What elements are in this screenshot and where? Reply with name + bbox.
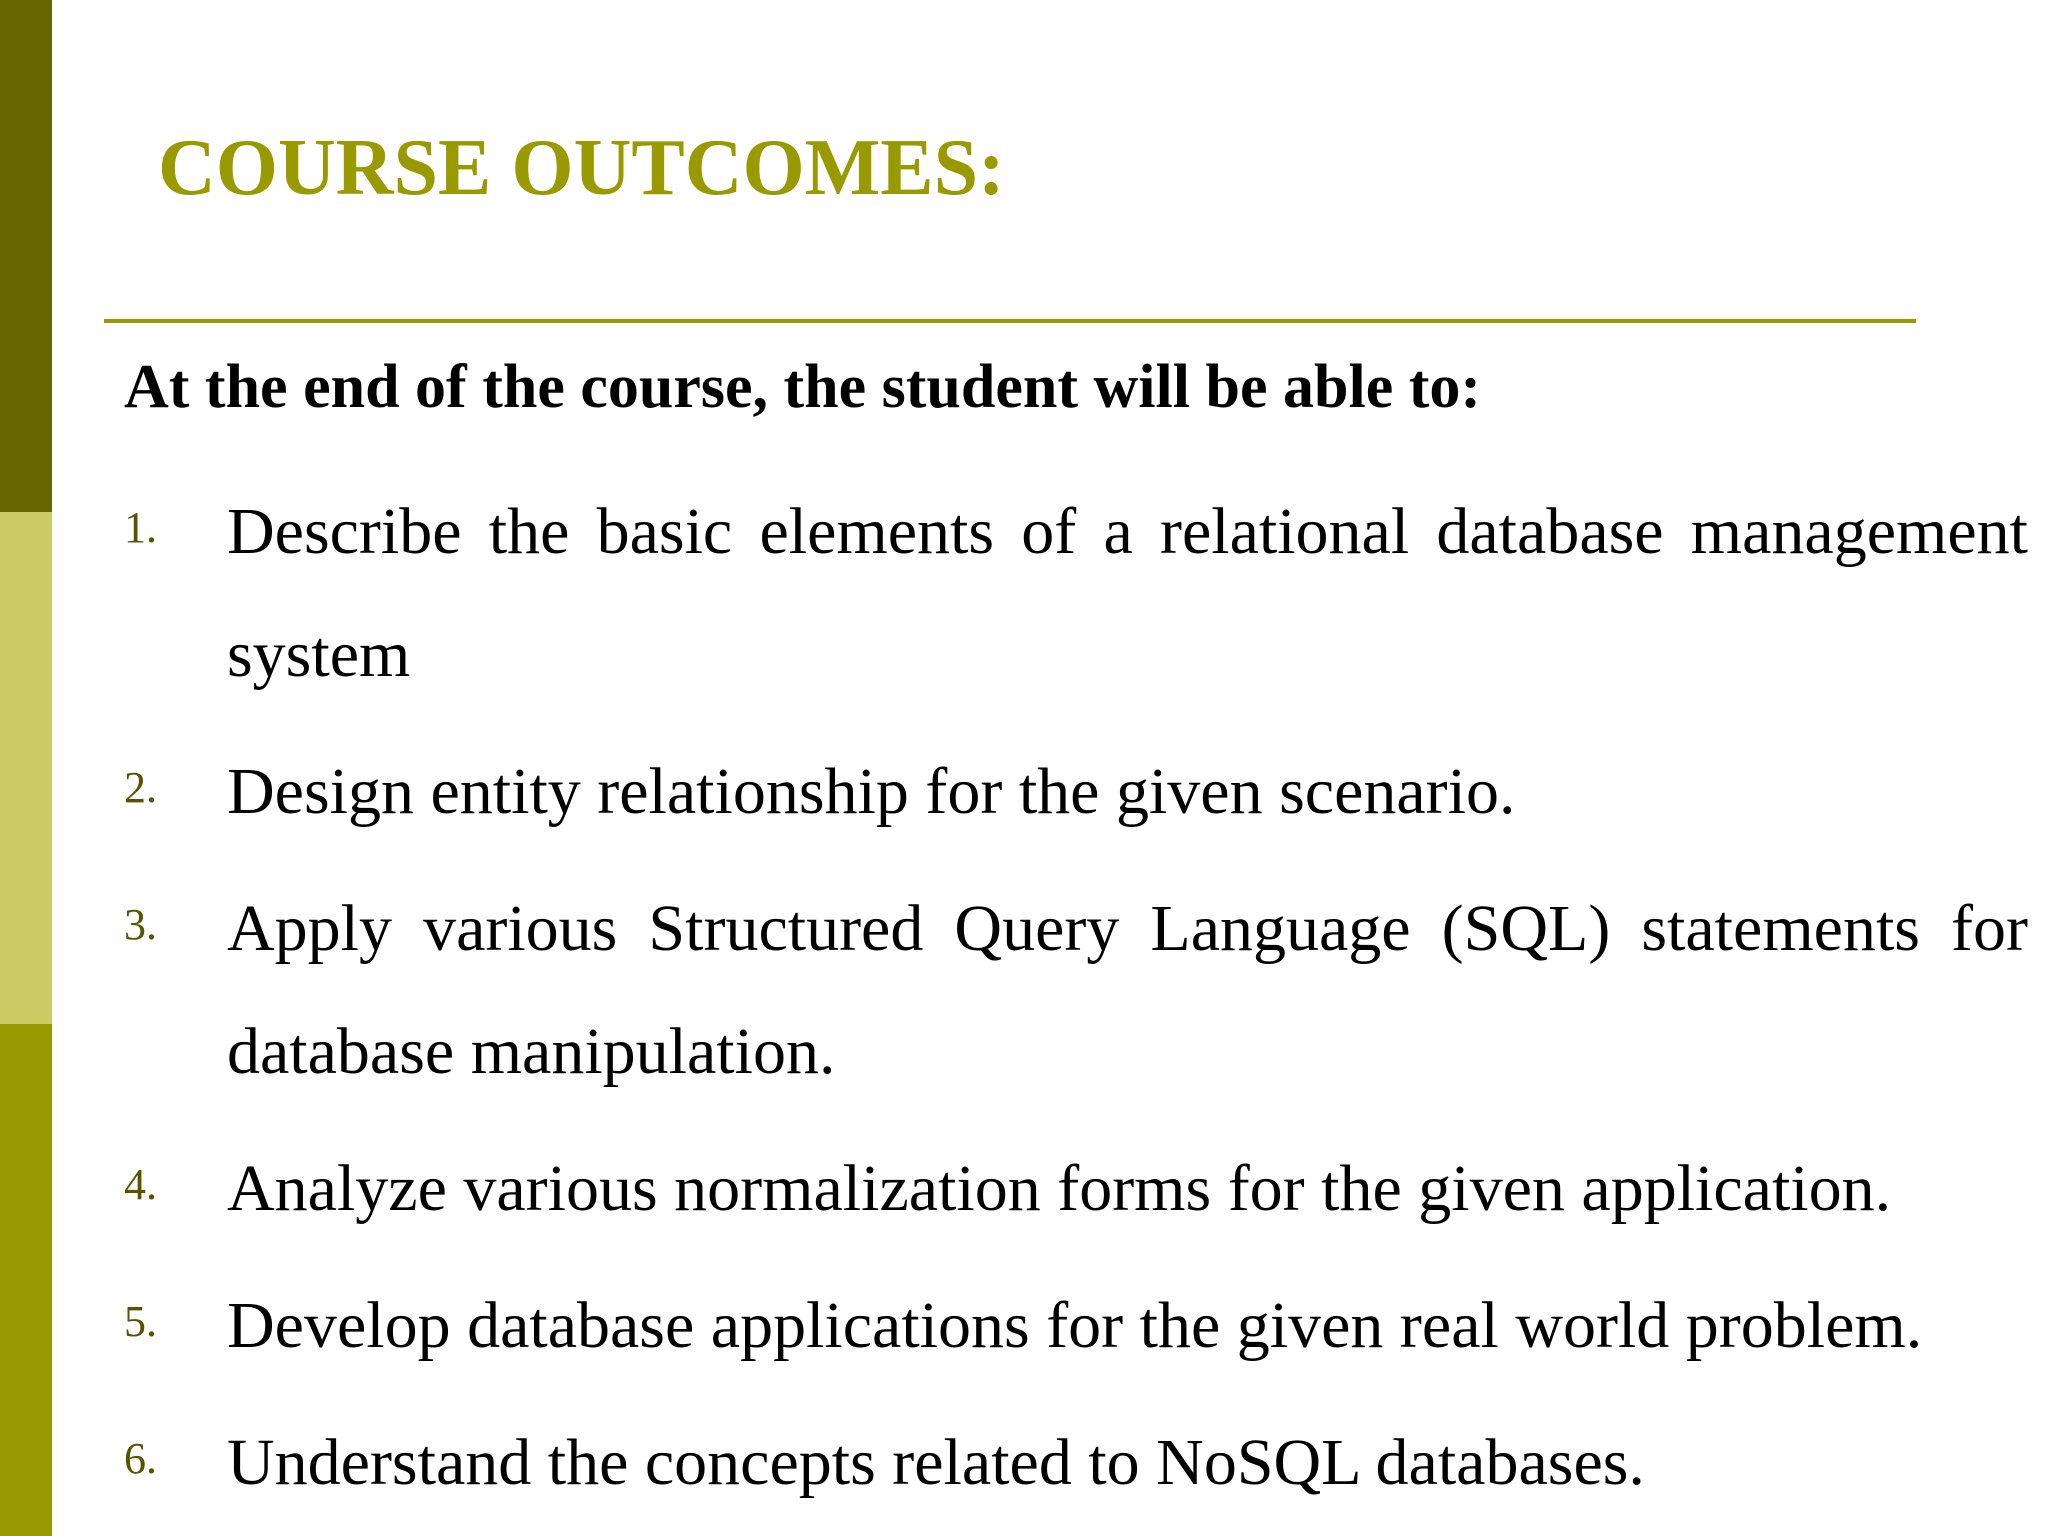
- outcome-text: Understand the concepts related to NoSQL databases.: [227, 1426, 1645, 1499]
- outcome-text: Develop database applications for the given real world problem.: [227, 1289, 1923, 1362]
- sidebar-band-dark: [0, 0, 52, 512]
- outcome-number: 6.: [124, 1434, 157, 1483]
- outcome-number: 2.: [124, 763, 157, 812]
- outcome-number: 1.: [124, 503, 157, 552]
- outcome-number: 3.: [124, 900, 157, 949]
- outcome-text: Apply various Structured Query Language (SQL) statements for database manipulation.: [227, 892, 2028, 1088]
- outcome-item: [124, 1264, 2028, 1387]
- outcome-text: Analyze various normalization forms for the given application.: [227, 1152, 1892, 1225]
- outcome-item: [124, 1127, 2028, 1250]
- sidebar-band-olive: [0, 1024, 52, 1536]
- outcome-text: Describe the basic elements of a relational database management system: [227, 495, 2028, 691]
- intro-text: At the end of the course, the student will be able to:: [124, 353, 1482, 421]
- outcome-item: [124, 470, 2028, 716]
- title-divider: [104, 319, 1916, 323]
- outcome-text: Design entity relationship for the given scenario.: [227, 755, 1516, 828]
- outcome-number: 5.: [124, 1297, 157, 1346]
- outcome-list: [124, 470, 2028, 1536]
- outcome-item: [124, 867, 2028, 1113]
- outcome-number: 4.: [124, 1160, 157, 1209]
- outcome-item: [124, 1401, 2028, 1524]
- sidebar-band-light: [0, 512, 52, 1024]
- outcome-item: [124, 730, 2028, 853]
- slide-title: COURSE OUTCOMES:: [158, 124, 1005, 212]
